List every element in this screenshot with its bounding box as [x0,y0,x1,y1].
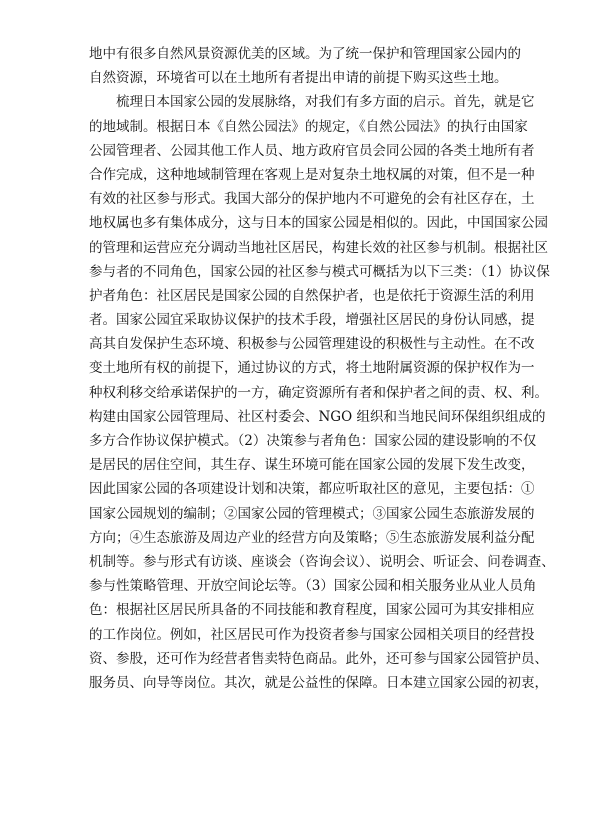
text-line: 色：根据社区居民所具备的不同技能和教育程度，国家公园可为其安排相应 [89,602,535,619]
text-line: 有效的社区参与形式。我国大部分的保护地内不可避免的会有社区存在，土 [89,191,535,208]
text-line: 参与者的不同角色，国家公园的社区参与模式可概括为以下三类：（1）协议保 [89,263,550,280]
text-line: 多方合作协议保护模式。（2）决策参与者角色：国家公园的建设影响的不仅 [89,433,537,449]
text-line: 服务员、向导等岗位。其次，就是公益性的保障。日本建立国家公园的初衷， [89,674,548,691]
text-line: 国家公园规划的编制；②国家公园的管理模式；③国家公园生态旅游发展的 [89,505,535,522]
text-line: 公园管理者、公园其他工作人员、地方政府官员会同公园的各类土地所有者 [89,142,535,159]
text-line: 梳理日本国家公园的发展脉络，对我们有多方面的启示。首先，就是它 [89,94,535,111]
text-line: 的工作岗位。例如，社区居民可作为投资者参与国家公园相关项目的经营投 [89,626,535,643]
text-line: 变土地所有权的前提下，通过协议的方式，将土地附属资源的保护权作为一 [89,360,535,377]
text-line: 高其自发保护生态环境、积极参与公园管理建设的积极性与主动性。在不改 [89,336,535,353]
text-line: 资、参股，还可作为经营者售卖特色商品。此外，还可参与国家公园管护员、 [89,650,548,667]
text-line: 合作完成，这种地域制管理在客观上是对复杂土地权属的对策，但不是一种 [89,166,535,183]
body-text [89,42,555,695]
text-line: 参与性策略管理、开放空间论坛等。（3）国家公园和相关服务业从业人员角 [89,578,537,595]
text-line: 地中有很多自然风景资源优美的区域。为了统一保护和管理国家公园内的 [89,46,521,62]
text-line: 护者角色：社区居民是国家公园的自然保护者，也是依托于资源生活的利用 [89,287,535,304]
text-line: 机制等。参与形式有访谈、座谈会（咨询会议）、说明会、听证会、问卷调查、 [89,553,555,570]
text-line: 构建由国家公园管理局、社区村委会、NGO 组织和当地民间环保组织组成的 [89,408,546,425]
text-line: 种权利移交给承诺保护的一方，确定资源所有者和保护者之间的责、权、利。 [89,384,548,401]
text-line: 的地域制。根据日本《自然公园法》的规定，《自然公园法》的执行由国家 [89,118,528,135]
text-line: 方向；④生态旅游及周边产业的经营方向及策略；⑤生态旅游发展利益分配 [89,529,535,546]
text-line: 因此国家公园的各项建设计划和决策，都应听取社区的意见，主要包括：① [89,481,535,498]
text-line: 者。国家公园宜采取协议保护的技术手段，增强社区居民的身份认同感，提 [89,312,535,329]
text-line: 自然资源，环境省可以在土地所有者提出申请的前提下购买这些土地。 [89,70,508,87]
text-line: 地权属也多有集体成分，这与日本的国家公园是相似的。因此，中国国家公园 [89,215,548,232]
text-line: 的管理和运营应充分调动当地社区居民，构建长效的社区参与机制。根据社区 [89,239,548,256]
text-line: 是居民的居住空间，其生存、谋生环境可能在国家公园的发展下发生改变， [89,457,535,474]
